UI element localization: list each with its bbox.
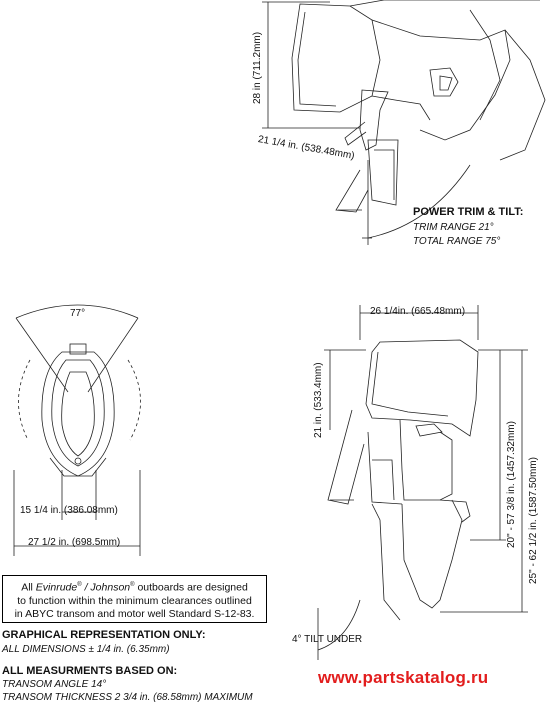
dim-inner-label: 15 1/4 in. (386.08mm) bbox=[20, 505, 118, 516]
dim-short-label: 20" - 57 3/8 in. (1457.32mm) bbox=[506, 421, 517, 548]
dim-setback-label: 21 1/4 in. (538.48mm) bbox=[257, 134, 356, 162]
dim-height-label: 28 in (711.2mm) bbox=[252, 31, 263, 104]
dim-long-label: 25" - 62 1/2 in. (1587.50mm) bbox=[528, 457, 539, 584]
watermark-text: www.partskatalog.ru bbox=[318, 668, 489, 687]
total-range: TOTAL RANGE 75° bbox=[413, 236, 501, 247]
dim-outer-label: 27 1/2 in. (698.5mm) bbox=[28, 537, 121, 548]
all-dimensions: ALL DIMENSIONS ± 1/4 in. (6.35mm) bbox=[2, 644, 170, 655]
transom-thickness: TRANSOM THICKNESS 2 3/4 in. (68.58mm) MAXIMUM bbox=[2, 692, 253, 703]
side-view-motor bbox=[318, 305, 528, 660]
measure-title: ALL MEASURMENTS BASED ON: bbox=[2, 665, 178, 677]
graphical-title: GRAPHICAL REPRESENTATION ONLY: bbox=[2, 629, 206, 641]
trim-title: POWER TRIM & TILT: bbox=[413, 206, 524, 218]
clearance-note: All Evinrude® / Johnson® outboards are designed to function within the minimum clearances outlined in ABYC transom and motor well Standard S-12-83. bbox=[2, 575, 267, 623]
front-view-motor bbox=[14, 305, 141, 556]
dim-width-label: 26 1/4in. (665.48mm) bbox=[370, 306, 466, 317]
trim-range: TRIM RANGE 21° bbox=[413, 222, 494, 233]
angle-label: 77° bbox=[70, 308, 86, 319]
dim-cowl-label: 21 in. (533.4mm) bbox=[313, 362, 324, 438]
transom-angle: TRANSOM ANGLE 14° bbox=[2, 679, 107, 690]
tilt-under-label: 4° TILT UNDER bbox=[292, 634, 363, 645]
